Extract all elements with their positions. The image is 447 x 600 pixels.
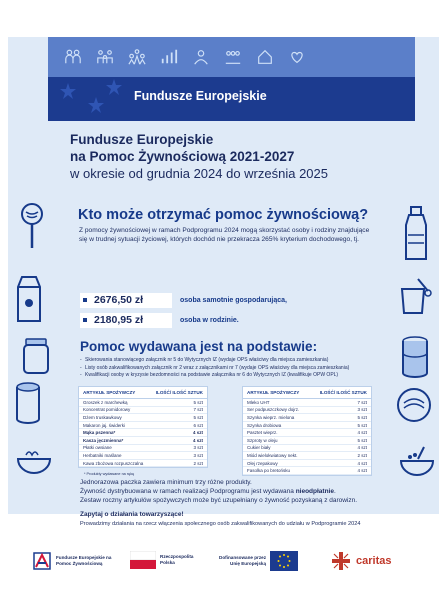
basis-item: - Kwalifikacji osoby w kryzysie bezdomności na podstawie załącznika nr 6 do Wytycznych IZ (kwalifikuje OPW OPL) [80,372,380,380]
footer-logos [0,545,447,585]
title-line1: Fundusze Europejskie [70,132,214,147]
table-col-qty: ILOŚĆ/ ILOŚĆ SZTUK [319,390,367,395]
who-text: Z pomocy żywnościowej w ramach Podprogramu 2024 mogą skorzystać osoby i rodziny znajdujące się w trudnej sytuacji życiowej, których dochód nie przekracza 265% kryterium dochodowego, tj. [79,227,370,243]
table-cell-qty: 4 szt [357,445,367,451]
table-cell-qty: 4 szt [357,468,367,474]
table-row [79,445,207,453]
title-line2: na Pomoc Żywnościową 2021-2027 [70,149,295,164]
family-icon [96,48,114,66]
table-row [243,399,371,407]
amount-value: 2676,50 zł [94,294,144,306]
logo1-text: Fundusze Europejskie na Pomoc Żywnościową [56,555,112,566]
table-cell-qty: 4 szt [357,430,367,436]
logo3-text: Dofinansowane przez Unię Europejską [219,555,266,566]
eu-stars-graphic [48,77,128,121]
table-cell-qty: 7 szt [357,399,367,405]
table-cell-qty: 4 szt [192,437,203,443]
table-row [243,467,371,475]
table-cell-qty: 3 szt [193,452,203,458]
table-row [79,414,207,422]
amount-desc: osoba w rodzinie. [180,317,239,324]
table-cell-qty: 4 szt [192,430,203,436]
poster [8,37,439,527]
can-icon [14,382,42,424]
table-cell-qty: 7 szt [193,407,203,413]
table-cell-item: Dżem truskawkowy [83,414,122,420]
home-icon [256,48,274,66]
table-cell-qty: 6 szt [193,422,203,428]
logo-fepz [32,551,120,571]
table-row [243,414,371,422]
food-table-right [242,386,372,476]
table-row [79,429,207,437]
amount-box [80,293,172,308]
table-cell-item: Herbatniki maślane [83,452,122,458]
table-cell-qty: 3 szt [357,407,367,413]
basis-item: - Skierowania stanowiącego załącznik nr 5 do Wytycznych IZ (wydaje OPS właściwy dla miejsca zamieszkania) [80,357,380,365]
table-cell-item: Cukier biały [247,445,271,451]
basis-list [80,357,380,380]
table-row [79,437,207,445]
table-cell-item: Pasztet wieprz. [247,430,278,436]
table-cell-qty: 5 szt [357,422,367,428]
jar-icon [22,337,50,375]
table-cell-item: Makaron jaj. świderki [83,422,126,428]
who-heading: Kto może otrzymać pomoc żywnościową? [78,207,369,223]
table-cell-item: Miód wielokwiatowy nekt. [247,452,298,458]
group-icon [224,48,242,66]
table-cell-qty: 5 szt [357,414,367,420]
logo-caritas [330,550,391,572]
table-cell-qty: 5 szt [193,399,203,405]
table-cell-item: Szynka drobiowa [247,422,282,428]
table-row [243,407,371,415]
heart-hands-icon [288,48,306,66]
table-row [243,445,371,453]
table-cell-item: Fasolka po bretońsku [247,468,291,474]
noodle-plate-icon [394,385,434,425]
table-cell-item: Płatki owsiane [83,445,112,451]
poland-flag-icon [130,551,156,569]
community-icon [128,48,146,66]
table-col-qty: ILOŚĆ/ ILOŚĆ SZTUK [155,390,203,395]
milk-carton-icon [12,273,46,323]
cereal-bowl-icon [398,445,436,483]
header-band [48,77,415,121]
table-note: * Produkty wydawane na rękę [84,472,135,476]
people-icon [64,48,82,66]
table-cell-item: Ser podpuszczkowy dojrz. [247,407,300,413]
cup-spoon-icon [398,277,434,317]
growth-icon [160,48,178,66]
eu-flag-icon [270,551,298,571]
table-row [79,399,207,407]
bowl-icon [16,447,52,477]
table-row [79,460,207,468]
table-cell-item: Mleko UHT [247,399,270,405]
table-col-item: ARTYKUŁ SPOŻYWCZY [83,390,136,395]
table-row [243,452,371,460]
brand-label: Fundusze Europejskie [134,89,267,103]
table-cell-item: Szynka wieprz. mielona [247,414,295,420]
logo4-text: caritas [356,555,392,567]
table-cell-qty: 5 szt [193,414,203,420]
table-cell-item: Koncentrat pomidorowy [83,407,131,413]
table-cell-item: Szproty w oleju [247,437,278,443]
canned-food-icon [400,335,430,379]
support-icon [192,48,210,66]
table-cell-item: Groszek z marchewką [83,399,128,405]
table-cell-item: Kasza jęczmienna* [83,437,124,443]
amount-row-single [80,293,287,308]
table-cell-qty: 4 szt [357,460,367,466]
basis-heading: Pomoc wydawana jest na podstawie: [80,339,318,354]
table-col-item: ARTYKUŁ SPOŻYWCZY [247,390,300,395]
donation-info: Zestaw roczny artykułów spożywczych może być uzupełniany o żywność pozyskaną z darowizn. [80,497,358,504]
table-cell-qty: 3 szt [193,445,203,451]
caritas-icon [330,550,352,572]
amount-desc: osoba samotnie gospodarująca, [180,297,287,304]
logo2-text: Rzeczpospolita Polska [160,554,194,565]
table-row [243,429,371,437]
title-line3: w okresie od grudnia 2024 do września 2025 [70,166,329,181]
table-header [243,387,371,399]
amount-row-family [80,313,239,328]
table-row [79,452,207,460]
logo-eu [210,551,298,571]
table-cell-item: Mąka pszenna* [83,430,116,436]
table-row [243,422,371,430]
logo-rp [130,551,200,569]
table-row [79,407,207,415]
amount-value: 2180,95 zł [94,314,144,326]
table-cell-qty: 5 szt [357,437,367,443]
amount-box [80,313,172,328]
food-table-left [78,386,208,468]
pasta-fork-icon [14,200,54,250]
table-cell-qty: 2 szt [193,460,203,466]
table-cell-item: Kawa zbożowa rozpuszczalna [83,460,144,466]
table-row [243,437,371,445]
table-row [243,460,371,468]
bottle-icon [400,205,432,261]
table-row [79,422,207,430]
basis-item: - Listy osób zakwalifikowanych załącznik nr 2 wraz z załącznikami nr 7 (wydaje OPS właściwy dla miejsca zamieszkania) [80,365,380,373]
table-cell-item: Olej rzepakowy [247,460,278,466]
invite-text: Prowadzimy działania na rzecz włączenia społecznego osób zakwalifikowanych do udziału w Podprogramie 2024 [80,521,361,527]
invite-heading: Zapytaj o działania towarzyszące! [80,511,184,518]
table-header [79,387,207,399]
header-icon-strip [48,37,415,77]
free-info: Żywność dystrybuowana w ramach realizacji Podprogramu jest wydawana nieodpłatnie. [80,488,336,495]
eu-funds-logo-icon [32,551,52,571]
table-cell-qty: 2 szt [357,452,367,458]
package-info: Jednorazowa paczka zawiera minimum trzy różne produkty. [80,479,252,486]
